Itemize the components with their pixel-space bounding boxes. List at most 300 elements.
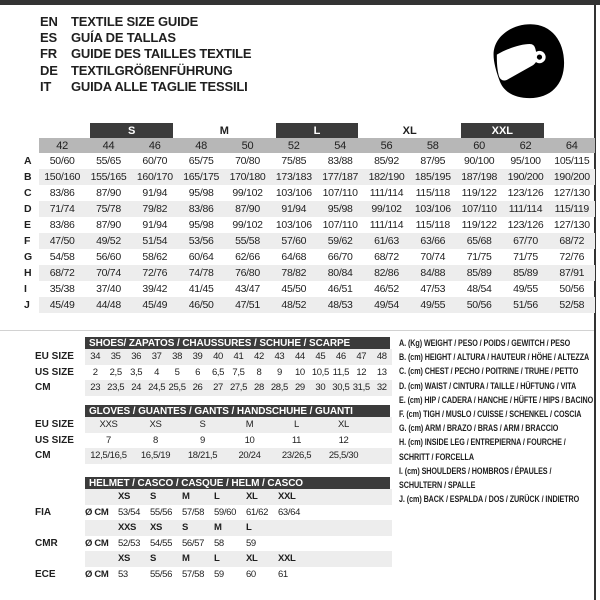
shoes-value: 30,5 — [332, 382, 350, 394]
shoes-value: 13 — [376, 366, 387, 378]
helmet-value: 52/53 — [118, 537, 141, 549]
size-value: 76/80 — [224, 265, 270, 281]
shoes-row-label: US SIZE — [35, 366, 74, 378]
size-value: 103/106 — [410, 201, 456, 217]
helmet-value: 57/58 — [182, 568, 205, 580]
shoes-value: 27,5 — [229, 382, 248, 394]
helmet-value: 58 — [214, 537, 224, 549]
eu-size-header: 64 — [549, 138, 595, 153]
helmet-size-label: L — [246, 522, 252, 534]
shoes-value: 48 — [376, 351, 387, 363]
size-row-g — [24, 249, 595, 265]
gloves-value: 23/26,5 — [281, 450, 312, 462]
size-value: 35/38 — [49, 283, 75, 295]
size-value: 75/85 — [281, 155, 307, 167]
legend-item: A. (Kg) WEIGHT / PESO / POIDS / GEWITCH / PESO — [399, 338, 571, 348]
size-value: 95/98 — [188, 219, 214, 231]
legend-item: G. (cm) ARM / BRAZO / BRAS / ARM / BRACCIO — [399, 423, 559, 434]
helmet-size-label: XL — [246, 491, 258, 503]
gloves-value: XS — [149, 419, 162, 431]
row-key: B — [24, 171, 32, 183]
language-label: TEXTILE SIZE GUIDE — [71, 13, 199, 29]
shoes-value: 28 — [254, 382, 264, 394]
shoes-value: 6 — [195, 366, 201, 378]
size-group-l: L — [276, 123, 359, 138]
size-value: 115/118 — [415, 219, 450, 231]
size-value: 90/100 — [463, 155, 495, 167]
helmet-sizes-cells — [85, 551, 392, 567]
eu-size-header: 52 — [271, 138, 317, 153]
shoes-value: 40 — [213, 351, 223, 363]
size-value: 83/86 — [49, 187, 75, 199]
size-value: 46/50 — [178, 297, 224, 313]
gloves-value: XL — [338, 419, 349, 431]
size-value: 48/54 — [466, 283, 492, 295]
size-value: 107/110 — [322, 219, 358, 231]
size-value: 50/56 — [559, 283, 585, 295]
gloves-cells — [85, 417, 392, 433]
size-value: 115/118 — [415, 187, 450, 199]
size-value: 83/88 — [327, 155, 353, 167]
size-value: 65/75 — [188, 155, 214, 167]
size-value: 123/126 — [507, 219, 544, 231]
shoes-value: 34 — [90, 351, 101, 363]
size-value: 82/86 — [363, 265, 409, 281]
size-value: 87/90 — [96, 187, 121, 199]
helmet-size-label: XXL — [278, 491, 296, 503]
size-value: 53/56 — [178, 233, 224, 249]
size-row-a — [24, 153, 595, 169]
eu-size-header: 46 — [132, 138, 178, 153]
size-value: 49/55 — [513, 283, 538, 295]
size-value: 49/54 — [363, 297, 409, 313]
size-value: 85/89 — [502, 265, 548, 281]
size-value: 64/68 — [281, 251, 307, 263]
helmet-size-label: XS — [150, 522, 162, 534]
shoes-value: 43 — [274, 351, 285, 363]
size-value: 56/60 — [96, 251, 121, 263]
size-value: 71/75 — [466, 251, 492, 263]
size-value: 70/74 — [85, 265, 131, 281]
shoes-value: 27 — [213, 382, 223, 394]
size-value: 50/60 — [49, 155, 75, 167]
shoes-cells — [85, 365, 392, 381]
size-group-m: M — [219, 124, 229, 137]
legend-item: F. (cm) TIGH / MUSLO / CUISSE / SCHENKEL / COSCIA — [399, 409, 582, 420]
helmet-standard-label: ECE — [35, 568, 56, 580]
gloves-value: M — [245, 419, 254, 431]
size-value: 59/62 — [317, 233, 363, 249]
helmet-value: 59/60 — [214, 506, 237, 518]
shoes-value: 26 — [192, 382, 203, 394]
row-key: A — [24, 155, 32, 167]
helmet-value: 57/58 — [182, 506, 205, 518]
gloves-value: S — [199, 419, 206, 431]
size-value: 165/175 — [178, 169, 224, 185]
gloves-row — [0, 417, 392, 433]
eu-size-header: 60 — [456, 138, 502, 153]
size-value: 41/45 — [188, 283, 214, 295]
size-value: 75/78 — [85, 201, 131, 217]
legend-item: I. (cm) SHOULDERS / HOMBROS / ÉPAULES / SCHULTERN / SPALLE — [399, 465, 552, 491]
language-row — [40, 29, 251, 45]
helmet-value: 59 — [246, 537, 256, 549]
helmet-values-row — [0, 567, 392, 583]
size-row-h — [24, 265, 595, 281]
size-value: 63/66 — [410, 233, 456, 249]
size-value: 91/94 — [142, 219, 168, 231]
size-value: 111/114 — [369, 219, 404, 231]
shoes-value: 25,5 — [168, 382, 186, 394]
size-value: 190/200 — [502, 169, 548, 185]
shoes-value: 3,5 — [130, 366, 143, 378]
shoes-value: 32 — [376, 382, 387, 394]
gloves-value: 16,5/19 — [140, 450, 171, 462]
size-value: 85/92 — [374, 155, 399, 167]
helmet-size-label: XL — [246, 553, 258, 565]
eu-size-header-row — [24, 138, 595, 153]
gloves-value: 9 — [200, 434, 205, 446]
gloves-value: 11 — [291, 434, 302, 446]
size-value: 115/119 — [549, 201, 595, 217]
language-code: IT — [40, 79, 52, 95]
size-value: 61/63 — [363, 233, 409, 249]
size-value: 173/183 — [271, 169, 317, 185]
shoes-value: 37 — [151, 351, 162, 363]
size-value: 87/90 — [96, 219, 121, 231]
size-row-f — [24, 233, 595, 249]
shoes-value: 38 — [172, 351, 183, 363]
shoes-value: 2,5 — [109, 366, 122, 378]
shoes-value: 10 — [294, 366, 305, 378]
shoes-row-label: CM — [35, 382, 51, 394]
size-value: 79/82 — [132, 201, 178, 217]
helmet-table-body — [0, 489, 392, 582]
size-value: 72/76 — [559, 251, 585, 263]
gloves-table-body — [0, 417, 392, 464]
gloves-row-label: US SIZE — [35, 434, 74, 446]
row-key: H — [24, 267, 32, 279]
helmet-unit-label: Ø CM — [85, 568, 109, 580]
size-value: 160/170 — [132, 169, 178, 185]
size-group-xl: XL — [402, 124, 417, 137]
size-value: 47/50 — [39, 233, 85, 249]
size-value: 66/70 — [327, 251, 353, 263]
shoes-value: 5 — [174, 366, 180, 378]
size-value: 71/75 — [513, 251, 538, 263]
helmet-size-label — [278, 520, 310, 536]
size-value: 54/58 — [49, 251, 75, 263]
row-key: J — [24, 299, 30, 311]
main-size-table — [24, 123, 595, 313]
shoes-row — [0, 349, 392, 365]
size-value: 43/47 — [235, 283, 260, 295]
helmet-value: 55/56 — [150, 568, 173, 580]
size-value: 37/40 — [96, 283, 121, 295]
size-value: 87/91 — [549, 265, 595, 281]
shoes-value: 23,5 — [107, 382, 125, 394]
size-value: 127/130 — [553, 219, 590, 231]
size-value: 67/70 — [502, 233, 548, 249]
size-value: 72/76 — [132, 265, 178, 281]
language-code: FR — [40, 46, 57, 62]
gloves-value: XXS — [99, 419, 118, 431]
gloves-row — [0, 448, 392, 464]
size-value: 123/126 — [507, 187, 544, 199]
row-key: F — [24, 235, 31, 247]
size-value: 71/74 — [39, 201, 85, 217]
helmet-sizes-spacer — [0, 520, 85, 536]
helmet-sizes-spacer — [0, 489, 85, 505]
size-row-j — [24, 297, 595, 313]
row-key: G — [24, 251, 33, 263]
size-value: 78/82 — [271, 265, 317, 281]
helmet-size-label: L — [214, 491, 220, 503]
helmet-values-cells — [85, 567, 392, 583]
size-row-e — [24, 217, 595, 233]
size-value: 58/62 — [142, 251, 168, 263]
shoes-value: 46 — [335, 351, 346, 363]
helmet-size-label: M — [182, 491, 190, 503]
shoes-value: 11,5 — [332, 366, 350, 378]
language-label: GUÍA DE TALLAS — [71, 30, 176, 46]
size-value: 127/130 — [553, 187, 590, 199]
helmet-sizes-row — [0, 489, 392, 505]
shoes-value: 24 — [131, 382, 142, 394]
size-value: 103/106 — [275, 187, 312, 199]
helmet-size-label: XS — [118, 553, 130, 565]
size-value: 185/195 — [410, 169, 456, 185]
size-value: 70/74 — [420, 251, 446, 263]
size-value: 99/102 — [363, 201, 409, 217]
gloves-value: 25,5/30 — [328, 450, 359, 462]
size-value: 182/190 — [363, 169, 409, 185]
language-row — [40, 13, 251, 29]
legend-item: H. (cm) INSIDE LEG / ENTREPIERNA / FOURCHE / SCHRITT / FORCELLA — [399, 437, 566, 462]
language-label: GUIDE DES TAILLES TEXTILE — [71, 46, 252, 62]
legend-item: C. (cm) CHEST / PECHO / POITRINE / TRUHE / PETTO — [399, 366, 579, 377]
helmet-sizes-row — [0, 520, 392, 536]
shoes-value: 44 — [294, 351, 305, 363]
size-value: 46/51 — [327, 283, 353, 295]
legend-item: E. (cm) HIP / CADERA / HANCHE / HÜFTE / HIPS / BACINO — [399, 394, 594, 405]
helmet-value: 59 — [214, 568, 224, 580]
gloves-value: L — [294, 419, 299, 431]
size-value: 177/187 — [317, 169, 363, 185]
helmet-sizes-cells — [85, 520, 392, 536]
helmet-values-row — [0, 505, 392, 521]
size-value: 51/56 — [502, 297, 548, 313]
eu-size-header: 42 — [39, 138, 85, 153]
eu-size-header: 50 — [224, 138, 270, 153]
size-value: 85/89 — [456, 265, 502, 281]
size-value: 111/114 — [369, 187, 404, 199]
size-value: 55/65 — [96, 155, 121, 167]
language-code: DE — [40, 62, 58, 78]
size-value: 105/115 — [554, 155, 590, 167]
size-value: 170/180 — [224, 169, 270, 185]
shoes-value: 12 — [356, 366, 367, 378]
helmet-table — [0, 477, 392, 582]
eu-size-header: 62 — [502, 138, 548, 153]
size-value: 107/110 — [456, 201, 502, 217]
size-value: 190/200 — [549, 169, 595, 185]
size-value: 68/72 — [39, 265, 85, 281]
helmet-values-cells — [85, 536, 392, 552]
helmet-sizes-row — [0, 551, 392, 567]
gloves-value: 12,5/16,5 — [90, 450, 127, 462]
size-value: 87/95 — [420, 155, 446, 167]
shoes-value: 36 — [131, 351, 142, 363]
helmet-size-label: M — [182, 553, 190, 565]
size-value: 46/52 — [374, 283, 399, 295]
shoes-value: 24,5 — [148, 382, 166, 394]
helmet-sizes-spacer — [0, 551, 85, 567]
eu-size-header: 48 — [178, 138, 224, 153]
gloves-cells — [85, 433, 392, 449]
shoes-value: 9 — [276, 366, 282, 378]
helmet-value — [278, 536, 310, 552]
size-group-row — [24, 123, 595, 138]
size-value: 155/165 — [85, 169, 131, 185]
size-value: 60/70 — [142, 155, 168, 167]
size-value: 99/102 — [232, 187, 263, 199]
size-value: 62/66 — [235, 251, 260, 263]
legend-item: D. (cm) WAIST / CINTURA / TAILLE / HÜFTUNG / VITA — [399, 380, 577, 391]
size-value: 95/98 — [317, 201, 363, 217]
gloves-value: 10 — [244, 434, 255, 446]
legend-item: J. (cm) BACK / ESPALDA / DOS / ZURÜCK / INDIETRO — [399, 494, 580, 505]
shoes-cells — [85, 380, 392, 396]
size-value: 68/72 — [374, 251, 399, 263]
shoes-value: 29 — [294, 382, 305, 394]
eu-size-header: 56 — [363, 138, 409, 153]
gloves-row-label: CM — [35, 450, 51, 462]
helmet-unit-spacer — [85, 520, 118, 536]
size-value: 60/64 — [188, 251, 214, 263]
language-code: ES — [40, 30, 57, 46]
shoes-row — [0, 365, 392, 381]
row-key: I — [24, 283, 27, 295]
shoes-value: 35 — [110, 351, 121, 363]
language-row — [40, 46, 251, 62]
shoes-row-label: EU SIZE — [35, 351, 74, 363]
size-row-b — [24, 169, 595, 185]
shoes-value: 30 — [315, 382, 326, 394]
size-value: 95/100 — [510, 155, 541, 167]
eu-header-spacer — [24, 138, 39, 153]
helmet-size-label: S — [150, 553, 156, 565]
helmet-standard-label: CMR — [35, 537, 58, 549]
gloves-value: 20/24 — [238, 450, 261, 462]
shoes-table-body — [0, 349, 392, 396]
shoes-table-title: SHOES/ ZAPATOS / CHAUSSURES / SCHUHE / SCARPE — [85, 337, 390, 349]
helmet-value: 60 — [246, 568, 256, 580]
gloves-value: 7 — [106, 434, 111, 446]
language-row — [40, 62, 251, 78]
shoes-value: 28,5 — [270, 382, 288, 394]
helmet-unit-spacer — [85, 489, 118, 505]
shoes-value: 23 — [90, 382, 101, 394]
size-value: 49/52 — [85, 233, 131, 249]
helmet-icon — [487, 14, 569, 110]
shoes-value: 4 — [154, 366, 160, 378]
helmet-standard-label: FIA — [35, 506, 52, 518]
shoes-value: 45 — [315, 351, 326, 363]
size-value: 95/98 — [188, 187, 214, 199]
size-value: 68/72 — [549, 233, 595, 249]
shoes-value: 31,5 — [352, 382, 370, 394]
size-value: 44/48 — [85, 297, 131, 313]
helmet-value: 61/62 — [246, 506, 269, 518]
size-value: 83/86 — [178, 201, 224, 217]
size-value: 84/88 — [410, 265, 456, 281]
size-value: 48/52 — [271, 297, 317, 313]
measurement-legend — [399, 336, 599, 506]
row-key: D — [24, 203, 32, 215]
gloves-table — [0, 405, 392, 464]
size-value: 150/160 — [39, 169, 85, 185]
helmet-value: 53/54 — [118, 506, 141, 518]
language-label: GUIDA ALLE TAGLIE TESSILI — [71, 79, 248, 95]
size-value: 47/53 — [420, 283, 446, 295]
size-value: 80/84 — [317, 265, 363, 281]
helmet-values-cells — [85, 505, 392, 521]
size-value: 48/53 — [317, 297, 363, 313]
size-row-d — [24, 201, 595, 217]
gloves-value: 12 — [338, 434, 349, 446]
shoes-value: 39 — [192, 351, 203, 363]
eu-size-header: 44 — [85, 138, 131, 153]
helmet-value: 56/57 — [182, 537, 205, 549]
helmet-sizes-cells — [85, 489, 392, 505]
helmet-value: 53 — [118, 568, 128, 580]
shoes-row — [0, 380, 392, 396]
size-value: 187/198 — [456, 169, 502, 185]
size-value: 50/56 — [456, 297, 502, 313]
shoes-value: 41 — [233, 351, 244, 363]
helmet-size-label: L — [214, 553, 220, 565]
size-value: 51/54 — [132, 233, 178, 249]
helmet-size-label: S — [182, 522, 188, 534]
eu-size-header: 58 — [410, 138, 456, 153]
shoes-value: 7,5 — [232, 366, 245, 378]
helmet-size-label: XXS — [118, 522, 136, 534]
size-value: 99/102 — [232, 219, 263, 231]
language-label: TEXTILGRÖßENFÜHRUNG — [71, 62, 233, 78]
helmet-unit-label: Ø CM — [85, 537, 109, 549]
size-value: 111/114 — [502, 201, 548, 217]
gloves-row-label: EU SIZE — [35, 419, 74, 431]
size-value: 119/122 — [461, 187, 497, 199]
size-value: 57/60 — [271, 233, 317, 249]
size-value: 83/86 — [49, 219, 75, 231]
gloves-table-title: GLOVES / GUANTES / GANTS / HANDSCHUHE / GUANTI — [85, 405, 390, 417]
gloves-value: 8 — [153, 434, 158, 446]
size-value: 45/50 — [281, 283, 307, 295]
eu-size-header: 54 — [317, 138, 363, 153]
size-value: 65/68 — [456, 233, 502, 249]
helmet-value: 54/55 — [150, 537, 173, 549]
row-key: E — [24, 219, 32, 231]
helmet-unit-label: Ø CM — [85, 506, 109, 518]
top-frame-bar — [0, 0, 600, 5]
size-value: 91/94 — [142, 187, 168, 199]
helmet-value: 55/56 — [150, 506, 173, 518]
helmet-table-title: HELMET / CASCO / CASQUE / HELM / CASCO — [85, 477, 390, 489]
helmet-size-label: XXL — [278, 553, 296, 565]
helmet-size-label: S — [150, 491, 156, 503]
